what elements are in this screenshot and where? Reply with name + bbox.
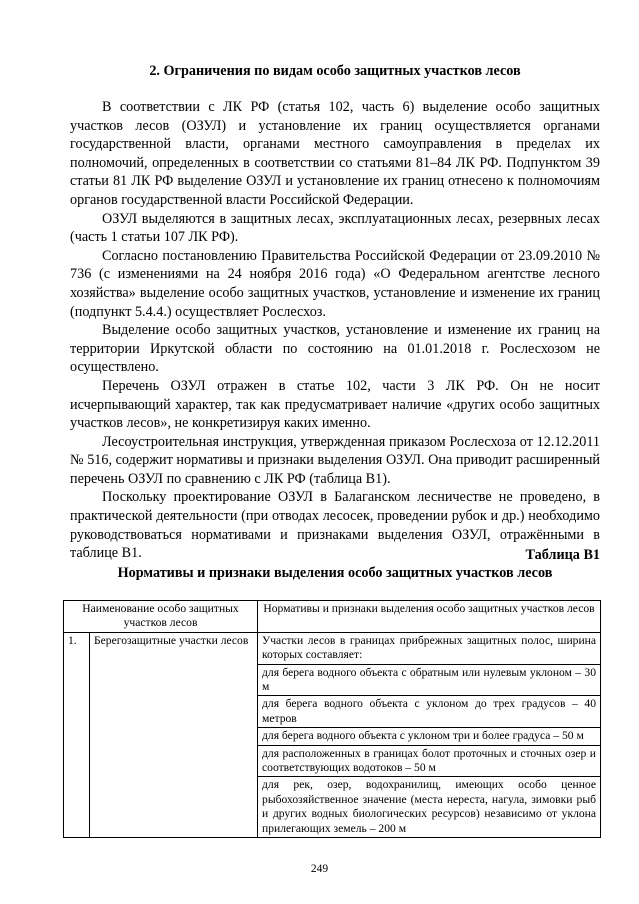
paragraph: Согласно постановлению Правительства Российской Федерации от 23.09.2010 № 736 (с изменениями на 24 ноября 2016 года) «О Федеральном агентстве лесного хозяйства» выделение особо защитных участков, установление и изменение их границ (подпункт 5.4.4.) осуществляет Рослесхоз.	[70, 247, 600, 320]
paragraph: В соответствии с ЛК РФ (статья 102, часть 6) выделение особо защитных участков лесов (ОЗУЛ) и установление их границ осуществляется органами государственной власти, органами местного самоуправления в пределах их полномочий, определенных в соответствии со статьями 81–84 ЛК РФ. Подпунктом 39 статьи 81 ЛК РФ выделение ОЗУЛ и установление их границ отнесено к полномочиям органов государственной власти Российской Федерации.	[70, 99, 600, 208]
norm-cell: Участки лесов в границах прибрежных защитных полос, ширина которых составляет:	[258, 632, 601, 664]
table-header-row	[64, 601, 601, 633]
paragraph: ОЗУЛ выделяются в защитных лесах, эксплуатационных лесах, резервных лесах (часть 1 статьи 107 ЛК РФ).	[70, 210, 600, 246]
norm-cell: для берега водного объекта с обратным или нулевым уклоном – 30 м	[258, 664, 601, 696]
header-norms: Нормативы и признаки выделения особо защитных участков лесов	[258, 601, 601, 633]
table-number: Таблица В1	[525, 547, 600, 563]
norm-cell: для рек, озер, водохранилищ, имеющих особо ценное рыбохозяйственное значение (места нереста, нагула, зимовки рыб и других водных биологических ресурсов) независимо от уклона прилегающих земель – 200 м	[258, 777, 601, 838]
body-text	[70, 98, 600, 563]
section-title: 2. Ограничения по видам особо защитных участков лесов	[149, 63, 521, 79]
norm-cell: для берега водного объекта с уклоном три и более градуса – 50 м	[258, 728, 601, 745]
norms-table	[63, 600, 601, 838]
row-name: Берегозащитные участки лесов	[90, 632, 258, 837]
paragraph: Поскольку проектирование ОЗУЛ в Балаганском лесничестве не проведено, в практической деятельности (при отводах лесосек, проведении рубок и др.) необходимо руководствоваться нормативами и признаками выделения ОЗУЛ, отражёнными в таблице В1.	[70, 489, 600, 562]
paragraph: Лесоустроительная инструкция, утвержденная приказом Рослесхоза от 12.12.2011 № 516, содержит нормативы и признаки выделения ОЗУЛ. Она приводит расширенный перечень ОЗУЛ по сравнению с ЛК РФ (таблица В1).	[70, 433, 600, 487]
table-caption	[70, 546, 600, 582]
table-row	[64, 632, 601, 664]
norm-cell: для берега водного объекта с уклоном до трех градусов – 40 метров	[258, 696, 601, 728]
page-number: 249	[310, 863, 329, 875]
header-name: Наименование особо защитных участков лесов	[64, 601, 258, 633]
paragraph: Перечень ОЗУЛ отражен в статье 102, части 3 ЛК РФ. Он не носит исчерпывающий характер, так как предусматривает наличие «других особо защитных участков лесов», не конкретизируя каких именно.	[70, 377, 600, 432]
paragraph: Выделение особо защитных участков, установление и изменение их границ на территории Иркутской области по состоянию на 01.01.2018 г. Рослесхозом не осуществлено.	[70, 322, 600, 376]
table-title: Нормативы и признаки выделения особо защитных участков лесов	[117, 565, 553, 581]
norm-cell: для расположенных в границах болот проточных и сточных озер и соответствующих водотоков – 50 м	[258, 745, 601, 777]
row-index: 1.	[64, 632, 90, 837]
